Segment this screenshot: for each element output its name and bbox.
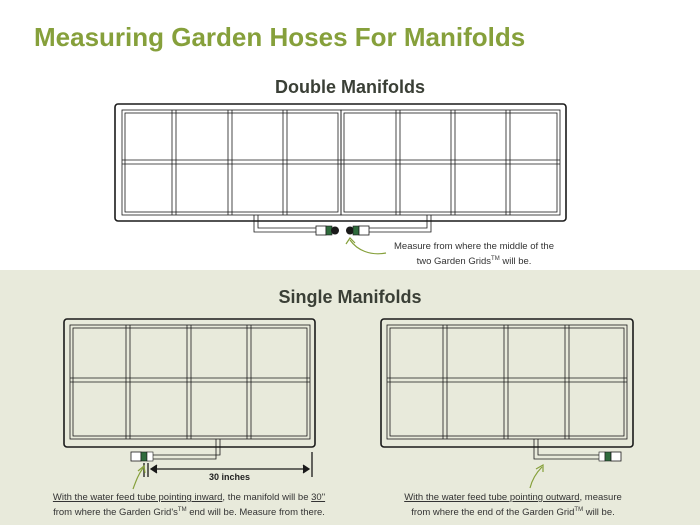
double-manifolds-heading: Double Manifolds <box>275 77 425 97</box>
single-inward-caption <box>34 491 344 519</box>
caption-text: from where the Garden Grid's <box>53 507 178 519</box>
single-inward-caption-line2 <box>34 504 344 519</box>
caption-text: , the manifold will be <box>222 492 312 503</box>
dimension-label: 30 inches <box>209 472 251 482</box>
single-manifolds-heading: Single Manifolds <box>278 287 422 307</box>
single-inward-pointer-arrow <box>133 466 145 489</box>
caption-underlined: With the water feed tube pointing outward <box>404 492 580 503</box>
caption-text: from where the end of the Garden Grid <box>411 507 575 519</box>
single-outward-caption-line1 <box>383 491 643 504</box>
trademark: TM <box>177 507 187 513</box>
caption-text: , measure <box>579 492 622 503</box>
single-inward-grid <box>70 325 310 439</box>
trademark: TM <box>491 256 500 262</box>
caption-underlined-value: 30" <box>311 492 326 503</box>
caption-underlined: With the water feed tube pointing inward <box>52 492 223 503</box>
trademark: TM <box>574 507 584 513</box>
single-outward-pointer-arrow <box>530 465 543 488</box>
single-inward-manifold <box>131 452 153 461</box>
caption-text: end will be. Measure from there. <box>186 507 325 519</box>
double-caption-line1: Measure from where the middle of the <box>394 241 554 252</box>
single-outward-feed-tube <box>534 439 600 459</box>
double-caption-text-a: two Garden Grids <box>416 256 492 268</box>
single-outward-manifold <box>599 452 621 461</box>
single-outward-caption-line2 <box>383 504 643 519</box>
single-outward-caption <box>383 491 643 519</box>
single-inward-bed-outline <box>64 319 315 447</box>
single-inward-caption-line1 <box>34 491 344 504</box>
single-outward-grid <box>387 325 627 439</box>
double-caption-text-b: will be. <box>499 256 532 268</box>
single-outward-bed-outline <box>381 319 633 447</box>
page-title: Measuring Garden Hoses For Manifolds <box>34 22 526 52</box>
single-inward-feed-tube <box>152 439 220 459</box>
caption-text: will be. <box>583 507 615 519</box>
